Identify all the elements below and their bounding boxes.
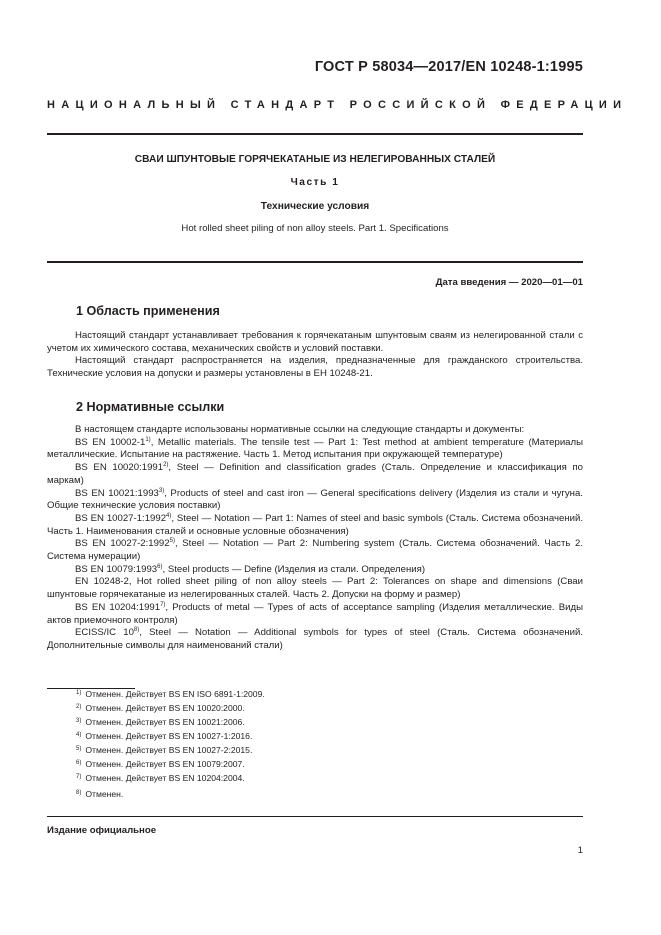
footnote-number: 3) — [76, 718, 82, 724]
footnote-number: 5) — [76, 746, 82, 752]
reference-item — [47, 513, 583, 538]
page-number: 1 — [577, 845, 583, 856]
header-rule — [47, 133, 583, 135]
footer-rule — [47, 816, 583, 817]
reference-code: ECISS/IC 10 — [75, 627, 134, 639]
section-2-body — [47, 424, 583, 653]
reference-code: BS EN 10079:1993 — [75, 563, 158, 575]
introduction-date: Дата введения — 2020—01—01 — [435, 277, 583, 288]
section-1-paragraph: Настоящий стандарт устанавливает требования к горячекатаным шпунтовым сваям из нелегированной стали с учетом их химического состава, механических свойств и условий поставки. — [47, 330, 583, 354]
section-1-paragraph: Настоящий стандарт распространяется на изделия, предназначенные для гражданского строительства. Технические условия на допуски и размеры установлены в ЕН 10248-21. — [47, 355, 583, 380]
standard-id: ГОСТ Р 58034—2017/EN 10248-1:1995 — [314, 59, 583, 75]
reference-text: , Products of metal — Types of acts of acceptance sampling (Изделия металлические. Виды актов приемочного контроля) — [47, 601, 583, 626]
footnote-ref: 5) — [169, 538, 175, 545]
footnote — [76, 731, 252, 741]
national-standard-banner: НАЦИОНАЛЬНЫЙ СТАНДАРТ РОССИЙСКОЙ ФЕДЕРАЦИИ — [47, 99, 628, 111]
reference-text: , Steel — Notation — Part 2: Numbering system (Сталь. Система обозначений. Часть 2. Система нумерации) — [47, 538, 583, 563]
footnote-text: Отменен. Действует BS EN 10021:2006. — [85, 717, 245, 727]
footnote-text: Отменен. — [85, 789, 124, 799]
reference-text: , Metallic materials. The tensile test — Part 1: Test method at ambient temperature (Материалы металлические. Испытание на растяжение. Часть 1. Метод испытания при окружающей температуре) — [47, 436, 584, 461]
reference-item — [47, 462, 583, 487]
section-2-heading: 2 Нормативные ссылки — [76, 400, 225, 414]
footnote-ref: 1) — [145, 436, 151, 443]
reference-item — [47, 488, 583, 513]
footnote-ref: 8) — [133, 627, 140, 634]
footnote — [76, 745, 252, 755]
footnote — [76, 759, 245, 769]
section-1-heading: 1 Область применения — [76, 304, 220, 318]
reference-item — [47, 602, 583, 627]
footnote-number: 2) — [76, 704, 82, 710]
footnote-text: Отменен. Действует BS EN 10027-1:2016. — [85, 731, 253, 741]
footnote-number: 4) — [76, 732, 82, 738]
footnote-number: 8) — [76, 790, 82, 796]
reference-code: BS EN 10002-1 — [75, 436, 146, 448]
reference-text: , Steel — Notation — Additional symbols for types of steel (Сталь. Система обозначений. Дополнительные символы для наименований стали) — [47, 627, 583, 651]
reference-item — [47, 564, 583, 577]
reference-code: EN 10248-2 — [75, 576, 129, 588]
footnote-text: Отменен. Действует BS EN 10079:2007. — [85, 759, 245, 769]
section-1-body — [47, 330, 583, 381]
document-title-en: Hot rolled sheet piling of non alloy steels. Part 1. Specifications — [181, 223, 449, 234]
footnote-text: Отменен. Действует BS EN 10020:2000. — [85, 703, 245, 713]
footnote-ref: 2) — [163, 462, 169, 469]
footnote — [76, 689, 265, 699]
document-part: Часть 1 — [290, 177, 340, 188]
official-edition-label: Издание официальное — [47, 825, 157, 836]
footnote — [76, 703, 245, 713]
footnote-text: Отменен. Действует BS EN 10204:2004. — [85, 773, 245, 783]
reference-text: , Steel — Notation — Part 1: Names of steel and basic symbols (Сталь. Система обозначений. Часть 1. Наименования сталей и основные условные обозначения) — [47, 512, 583, 537]
section-2-intro: В настоящем стандарте использованы нормативные ссылки на следующие стандарты и документы: — [75, 424, 525, 435]
footnote-number: 7) — [76, 774, 82, 780]
reference-text: , Steel — Definition and classification grades (Сталь. Определение и классификация по маркам) — [47, 462, 583, 486]
reference-code: BS EN 10027-2:1992 — [75, 538, 170, 550]
reference-text: , Hot rolled sheet piling of non alloy steels — Part 2: Tolerances on shape and dimensions (Сваи шпунтовые горячекатаные из нелегированных сталей. Часть 2. Допуски на форму и размер) — [47, 576, 583, 601]
reference-item — [47, 437, 583, 462]
footnote-number: 1) — [76, 690, 82, 696]
footnote-number: 6) — [76, 760, 82, 766]
footnote-text: Отменен. Действует BS EN 10027-2:2015. — [85, 745, 253, 755]
title-rule — [47, 261, 583, 263]
reference-item — [47, 576, 583, 601]
footnote-ref: 3) — [158, 487, 165, 494]
reference-code: BS EN 10020:1991 — [75, 462, 164, 474]
footnote-ref: 7) — [160, 601, 166, 608]
footnote-text: Отменен. Действует BS EN ISO 6891-1:2009. — [85, 689, 265, 699]
document-subtitle: Технические условия — [260, 201, 370, 212]
footnote — [76, 717, 245, 727]
footnote-ref: 6) — [157, 563, 163, 570]
reference-text: , Products of steel and cast iron — General specifications delivery (Изделия из стали и чугуна. Общие технические условия поставки) — [47, 487, 583, 512]
reference-code: BS EN 10027-1:1992 — [75, 512, 167, 524]
reference-item — [47, 627, 583, 652]
footnote — [76, 789, 123, 799]
reference-code: BS EN 10204:1991 — [75, 601, 161, 613]
reference-text: , Steel products — Define (Изделия из стали. Определения) — [162, 563, 426, 575]
reference-code: BS EN 10021:1993 — [75, 487, 159, 499]
footnote — [76, 773, 245, 783]
footnote-ref: 4) — [166, 512, 172, 519]
reference-item — [47, 538, 583, 563]
document-title: СВАИ ШПУНТОВЫЕ ГОРЯЧЕКАТАНЫЕ ИЗ НЕЛЕГИРОВАННЫХ СТАЛЕЙ — [134, 154, 496, 165]
